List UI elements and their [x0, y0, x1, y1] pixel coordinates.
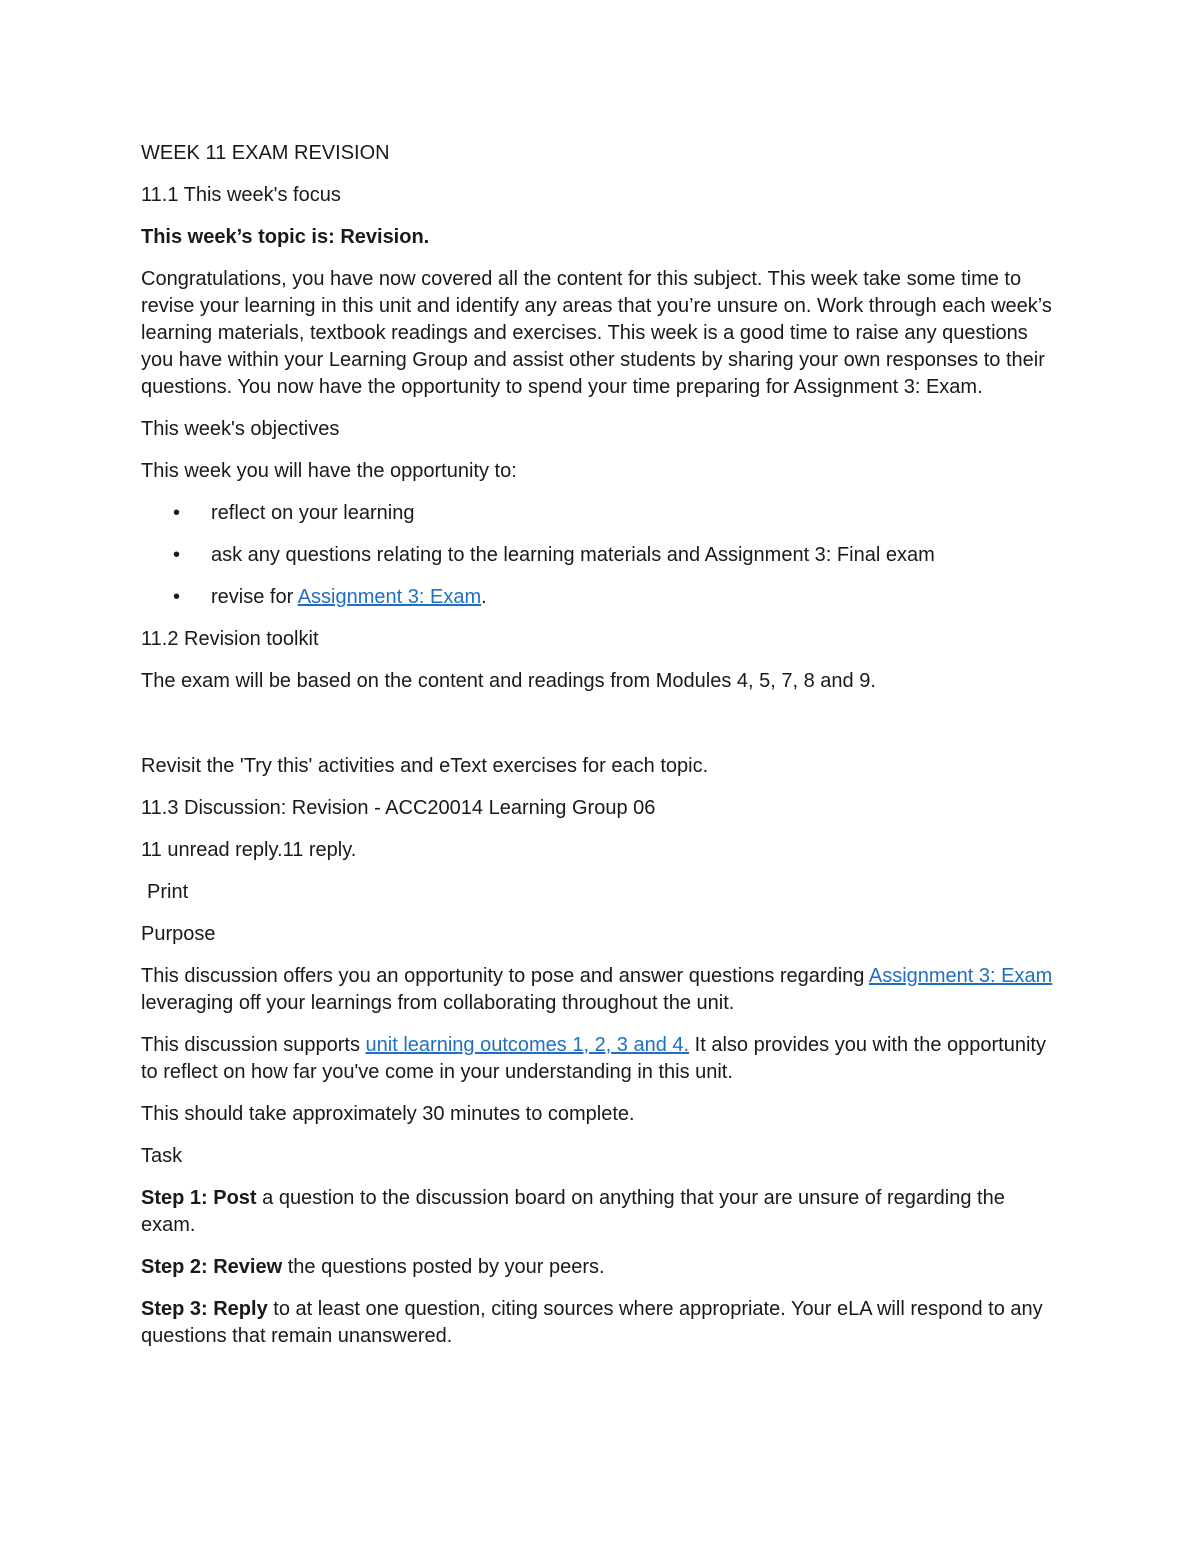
section-11-3-heading: 11.3 Discussion: Revision - ACC20014 Learning Group 06: [141, 797, 656, 819]
step-1-label: Step 1: Post: [141, 1187, 257, 1209]
reply-count: 11 unread reply.11 reply.: [141, 839, 357, 861]
list-item: [141, 542, 1056, 569]
step-3: [141, 1296, 1056, 1350]
objective-text-prefix: revise for: [211, 586, 298, 608]
purpose-heading: Purpose: [141, 923, 216, 945]
supports-prefix: This discussion supports: [141, 1034, 366, 1056]
list-item: [141, 584, 1056, 611]
section-11-2-heading: 11.2 Revision toolkit: [141, 628, 319, 650]
task-heading: Task: [141, 1145, 183, 1167]
bullet-icon: •: [173, 544, 181, 566]
list-item: [141, 500, 1056, 527]
step-2: [141, 1254, 1056, 1281]
document-title: WEEK 11 EXAM REVISION: [141, 142, 390, 164]
objective-text: ask any questions relating to the learning materials and Assignment 3: Final exam: [211, 544, 935, 566]
step-3-text: to at least one question, citing sources where appropriate. Your eLA will respond to any questions that remain unanswered.: [141, 1298, 1043, 1347]
purpose-paragraph: [141, 963, 1056, 1017]
bullet-icon: •: [173, 502, 181, 524]
intro-paragraph: Congratulations, you have now covered all the content for this subject. This week take some time to revise your learning in this unit and identify any areas that you’re unsure on. Work through each week’s learning materials, textbook readings and exercises. This week is a good time to raise any questions you have within your Learning Group and assist other students by sharing your own responses to their questions. You now have the opportunity to spend your time preparing for Assignment 3: Exam.: [141, 268, 1052, 398]
purpose-suffix: leveraging off your learnings from collaborating throughout the unit.: [141, 992, 735, 1014]
objective-text: reflect on your learning: [211, 502, 415, 524]
supports-paragraph: [141, 1032, 1056, 1086]
objectives-heading: This week's objectives: [141, 418, 340, 440]
step-2-label: Step 2: Review: [141, 1256, 283, 1278]
step-2-text: the questions posted by your peers.: [282, 1256, 605, 1278]
assignment-3-exam-link[interactable]: Assignment 3: Exam: [868, 965, 1053, 987]
supports-suffix: It also provides you with the opportunity to reflect on how far you've come in your understanding in this unit.: [141, 1034, 1046, 1083]
document-page: [141, 140, 1056, 1365]
objective-text-suffix: .: [481, 586, 487, 608]
learning-outcomes-link[interactable]: unit learning outcomes 1, 2, 3 and 4.: [365, 1034, 690, 1056]
section-11-1-heading: 11.1 This week's focus: [141, 184, 341, 206]
time-estimate: This should take approximately 30 minutes to complete.: [141, 1103, 635, 1125]
step-3-label: Step 3: Reply: [141, 1298, 268, 1320]
exam-content-text: The exam will be based on the content and readings from Modules 4, 5, 7, 8 and 9.: [141, 670, 876, 692]
objectives-list: [141, 500, 1056, 611]
blank-line: [141, 710, 1056, 753]
step-1-text: a question to the discussion board on anything that your are unsure of regarding the exam.: [141, 1187, 1005, 1236]
objectives-lead: This week you will have the opportunity to:: [141, 460, 517, 482]
purpose-prefix: This discussion offers you an opportunity to pose and answer questions regarding: [141, 965, 869, 987]
print-label: Print: [147, 881, 189, 903]
topic-statement: This week’s topic is: Revision.: [141, 226, 430, 248]
bullet-icon: •: [173, 586, 181, 608]
revisit-text: Revisit the 'Try this' activities and eText exercises for each topic.: [141, 755, 709, 777]
assignment-3-exam-link[interactable]: Assignment 3: Exam: [297, 586, 482, 608]
step-1: [141, 1185, 1056, 1239]
